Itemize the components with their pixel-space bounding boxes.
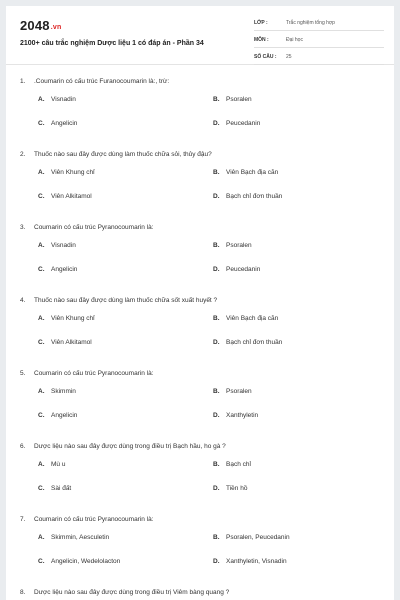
meta-label: MÔN : [254, 37, 269, 43]
question-7 [6, 516, 394, 589]
answer-option-c[interactable]: C. Angelicin, Wedelolacton [38, 558, 121, 565]
meta-value: Trắc nghiệm tổng hợp [286, 20, 335, 26]
answer-option-a[interactable]: A. Skimmin, Aesculetin [38, 534, 110, 541]
answer-option-c[interactable]: C. Viên Alkitamol [38, 193, 92, 200]
question-number: 6. [20, 443, 26, 450]
meta-row-subject [254, 33, 384, 48]
question-text: .Coumarin có cấu trúc Furanocoumarin là:, trừ: [34, 78, 170, 85]
question-number: 3. [20, 224, 26, 231]
question-number: 7. [20, 516, 26, 523]
answer-option-b[interactable]: B. Viên Bạch địa căn [213, 169, 279, 176]
meta-row-class [254, 16, 384, 31]
question-8 [6, 589, 394, 600]
question-text: Dược liệu nào sau đây được dùng trong điều trị Bạch hầu, ho gà ? [34, 443, 226, 450]
question-5 [6, 370, 394, 443]
question-1 [6, 78, 394, 151]
answer-option-c[interactable]: C. Viên Alkitamol [38, 339, 92, 346]
question-2 [6, 151, 394, 224]
question-text: Coumarin có cấu trúc Pyranocoumarin là: [34, 224, 154, 231]
site-logo[interactable]: 2048.vn [20, 18, 62, 33]
answer-option-b[interactable]: B. Psoralen [213, 388, 252, 395]
answer-option-d[interactable]: D. Xanthyletin, Visnadin [213, 558, 287, 565]
question-text: Dược liệu nào sau đây được dùng trong điều trị Viêm bàng quang ? [34, 589, 230, 596]
answer-option-d[interactable]: D. Peucedanin [213, 120, 261, 127]
meta-value: 25 [286, 54, 292, 60]
question-4 [6, 297, 394, 370]
question-text: Coumarin có cấu trúc Pyranocoumarin là: [34, 516, 154, 523]
question-3 [6, 224, 394, 297]
answer-option-b[interactable]: B. Psoralen [213, 96, 252, 103]
question-text: Coumarin có cấu trúc Pyranocoumarin là: [34, 370, 154, 377]
meta-info [254, 16, 384, 67]
answer-option-c[interactable]: C. Angelicin [38, 266, 78, 273]
meta-row-count [254, 50, 384, 65]
answer-option-d[interactable]: D. Bạch chỉ đơn thuần [213, 339, 283, 346]
answer-option-d[interactable]: D. Tiền hồ [213, 485, 248, 492]
meta-label: SỐ CÂU : [254, 54, 277, 60]
answer-option-b[interactable]: B. Viên Bạch địa căn [213, 315, 279, 322]
question-number: 8. [20, 589, 26, 596]
answer-option-a[interactable]: A. Skimmin [38, 388, 76, 395]
page-title: 2100+ câu trắc nghiệm Dược liệu 1 có đáp án - Phần 34 [20, 40, 204, 47]
answer-option-b[interactable]: B. Bạch chỉ [213, 461, 251, 468]
question-6 [6, 443, 394, 516]
answer-option-a[interactable]: A. Visnadin [38, 96, 76, 103]
question-number: 2. [20, 151, 26, 158]
question-text: Thuốc nào sau đây được dùng làm thuốc chữa sốt xuất huyết ? [34, 297, 218, 304]
question-number: 1. [20, 78, 26, 85]
answer-option-d[interactable]: D. Xanthyletin [213, 412, 259, 419]
answer-option-a[interactable]: A. Viên Khung chỉ [38, 169, 95, 176]
answer-option-c[interactable]: C. Angelicin [38, 120, 78, 127]
answer-option-a[interactable]: A. Mù u [38, 461, 66, 468]
answer-option-d[interactable]: D. Peucedanin [213, 266, 261, 273]
answer-option-b[interactable]: B. Psoralen [213, 242, 252, 249]
meta-value: Đại học [286, 37, 303, 43]
answer-option-c[interactable]: C. Angelicin [38, 412, 78, 419]
answer-option-c[interactable]: C. Sài đất [38, 485, 72, 492]
answer-option-a[interactable]: A. Viên Khung chỉ [38, 315, 95, 322]
answer-option-d[interactable]: D. Bạch chỉ đơn thuần [213, 193, 283, 200]
document-header [6, 6, 394, 65]
question-text: Thuốc nào sau đây được dùng làm thuốc chữa sỏi, thủy đậu? [34, 151, 212, 158]
question-number: 4. [20, 297, 26, 304]
question-number: 5. [20, 370, 26, 377]
answer-option-b[interactable]: B. Psoralen, Peucedanin [213, 534, 290, 541]
question-list [6, 78, 394, 600]
meta-label: LỚP : [254, 20, 268, 26]
document-sheet [6, 6, 394, 600]
answer-option-a[interactable]: A. Visnadin [38, 242, 76, 249]
